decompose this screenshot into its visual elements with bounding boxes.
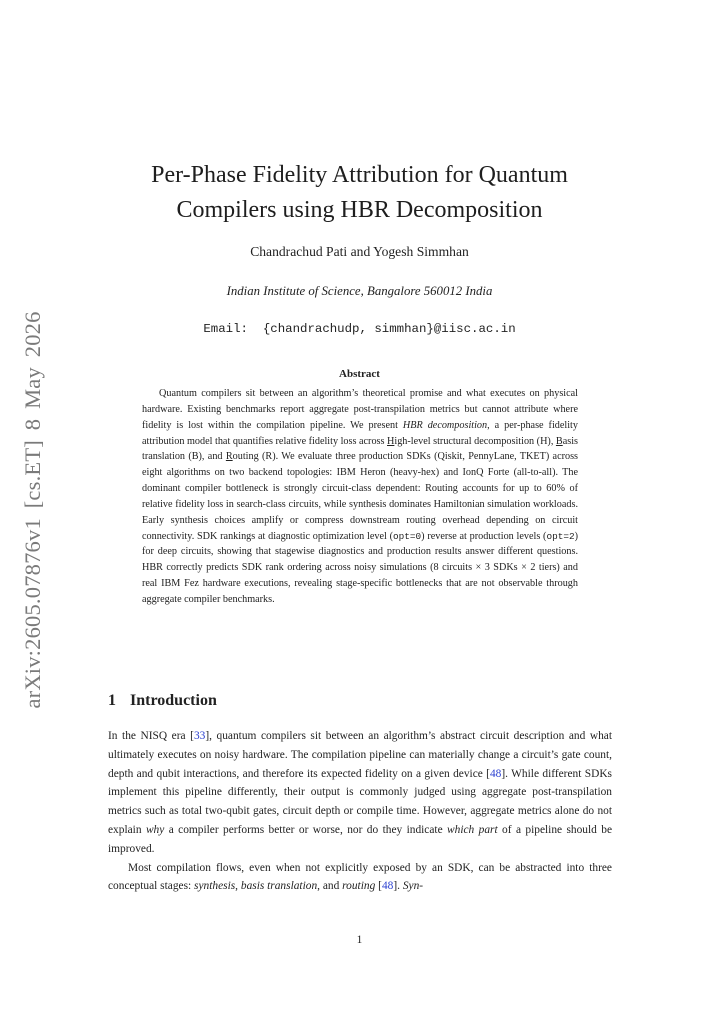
intro-text: [ bbox=[375, 880, 382, 893]
email-line: Email: {chandrachudp, simmhan}@iisc.ac.in bbox=[203, 322, 516, 336]
abstract-text: Quantum compilers sit between an algorithm’s theoretical promise and what executes on physical hardware. Existing benchmarks report aggregate post-transpilation metrics but cannot attribute where fidelity is lost within the compilation pipeline. We present bbox=[142, 388, 578, 431]
intro-text: , and bbox=[317, 880, 343, 893]
arxiv-identifier-sidebar bbox=[8, 300, 58, 720]
emphasis-syn: Syn- bbox=[402, 880, 424, 893]
section-heading-introduction bbox=[108, 692, 217, 710]
underlined-letter-r: R bbox=[225, 451, 233, 463]
underlined-letter-h: H bbox=[387, 435, 395, 447]
underlined-letter-b: B bbox=[555, 435, 563, 447]
section-title: Introduction bbox=[130, 692, 217, 709]
abstract-text: asis translation (B), and bbox=[142, 435, 578, 463]
emphasis-synthesis: synthesis bbox=[194, 880, 236, 893]
citation-link-48[interactable]: 48 bbox=[489, 767, 502, 780]
arxiv-identifier: arXiv:2605.07876v1 [cs.ET] 8 May 2026 bbox=[20, 311, 45, 709]
paper-title bbox=[108, 158, 611, 228]
intro-text: ]. While different SDKs implement this pipeline differently, their output is commonly judged using aggregate post-transpilation metrics such as total two-qubit gates, circuit depth or compile time. However, aggregate metrics alone do not explain bbox=[108, 767, 612, 836]
paper-title-line-2: Compilers using HBR Decomposition bbox=[176, 197, 543, 223]
introduction-body bbox=[108, 727, 612, 896]
intro-text: a compiler performs better or worse, nor do they indicate bbox=[164, 823, 448, 836]
intro-paragraph-1 bbox=[108, 727, 612, 859]
section-number: 1 bbox=[108, 692, 116, 709]
emphasis-basis-translation: basis translation bbox=[240, 880, 318, 893]
affiliation: Indian Institute of Science, Bangalore 560012 India bbox=[226, 284, 493, 298]
abstract-text: igh-level structural decomposition (H), bbox=[394, 435, 556, 447]
intro-text: ], quantum compilers sit between an algorithm’s abstract circuit description and what ultimately executes on noisy hardware. The compilation pipeline can materially change a circuit’s gate count, depth and qubit interactions, and therefore its expected fidelity on a given device [ bbox=[108, 730, 612, 780]
intro-text: of a pipeline should be improved. bbox=[108, 823, 613, 855]
intro-text: Most compilation flows, even when not explicitly exposed by an SDK, can be abstracted into three conceptual stages: bbox=[108, 861, 612, 893]
emphasis-why: why bbox=[145, 823, 165, 836]
intro-text: ]. bbox=[393, 880, 403, 893]
abstract-text: , a per-phase fidelity attribution model that quantifies relative fidelity loss across bbox=[142, 419, 578, 447]
intro-text: In the NISQ era [ bbox=[108, 730, 194, 742]
intro-text: , bbox=[235, 880, 241, 893]
abstract-body bbox=[142, 386, 578, 608]
code-opt-2: opt=2 bbox=[546, 530, 575, 542]
citation-link-48[interactable]: 48 bbox=[381, 880, 394, 893]
page-number: 1 bbox=[356, 934, 363, 946]
author-list: Chandrachud Pati and Yogesh Simmhan bbox=[250, 244, 469, 259]
code-opt-0: opt=0 bbox=[393, 530, 422, 542]
abstract-text: outing (R). We evaluate three production SDKs (Qiskit, PennyLane, TKET) across eight algorithms on two backend topologies: IBM Heron (heavy-hex) and IonQ Forte (all-to-all). The dominant compiler bottleneck is strongly circuit-class dependent: Routing accounts for up to 60% of relative fidelity loss in search-class circuits, while synthesis dominates Hamiltonian simulation workloads. Early synthesis choices amplify or compress downstream routing overhead depending on circuit connectivity. SDK rankings at diagnostic optimization level ( bbox=[142, 451, 579, 542]
hbr-decomposition-term: HBR decomposition bbox=[402, 419, 488, 431]
abstract-heading: Abstract bbox=[339, 368, 380, 380]
citation-link-33[interactable]: 33 bbox=[193, 730, 206, 742]
emphasis-which-part: which part bbox=[447, 823, 498, 836]
abstract-text: ) for deep circuits, showing that stagewise diagnostics and production results answer different questions. HBR correctly predicts SDK rank ordering across noisy simulations (8 circuits × 3 SDKs × 2 tiers) and real IBM Fez hardware executions, revealing stage-specific bottlenecks that are not observable through aggregate compiler benchmarks. bbox=[142, 530, 578, 605]
emphasis-routing: routing bbox=[342, 880, 376, 893]
intro-paragraph-2 bbox=[108, 859, 612, 897]
abstract-text: ) reverse at production levels ( bbox=[421, 530, 547, 542]
paper-title-line-1: Per-Phase Fidelity Attribution for Quantum bbox=[151, 162, 568, 188]
